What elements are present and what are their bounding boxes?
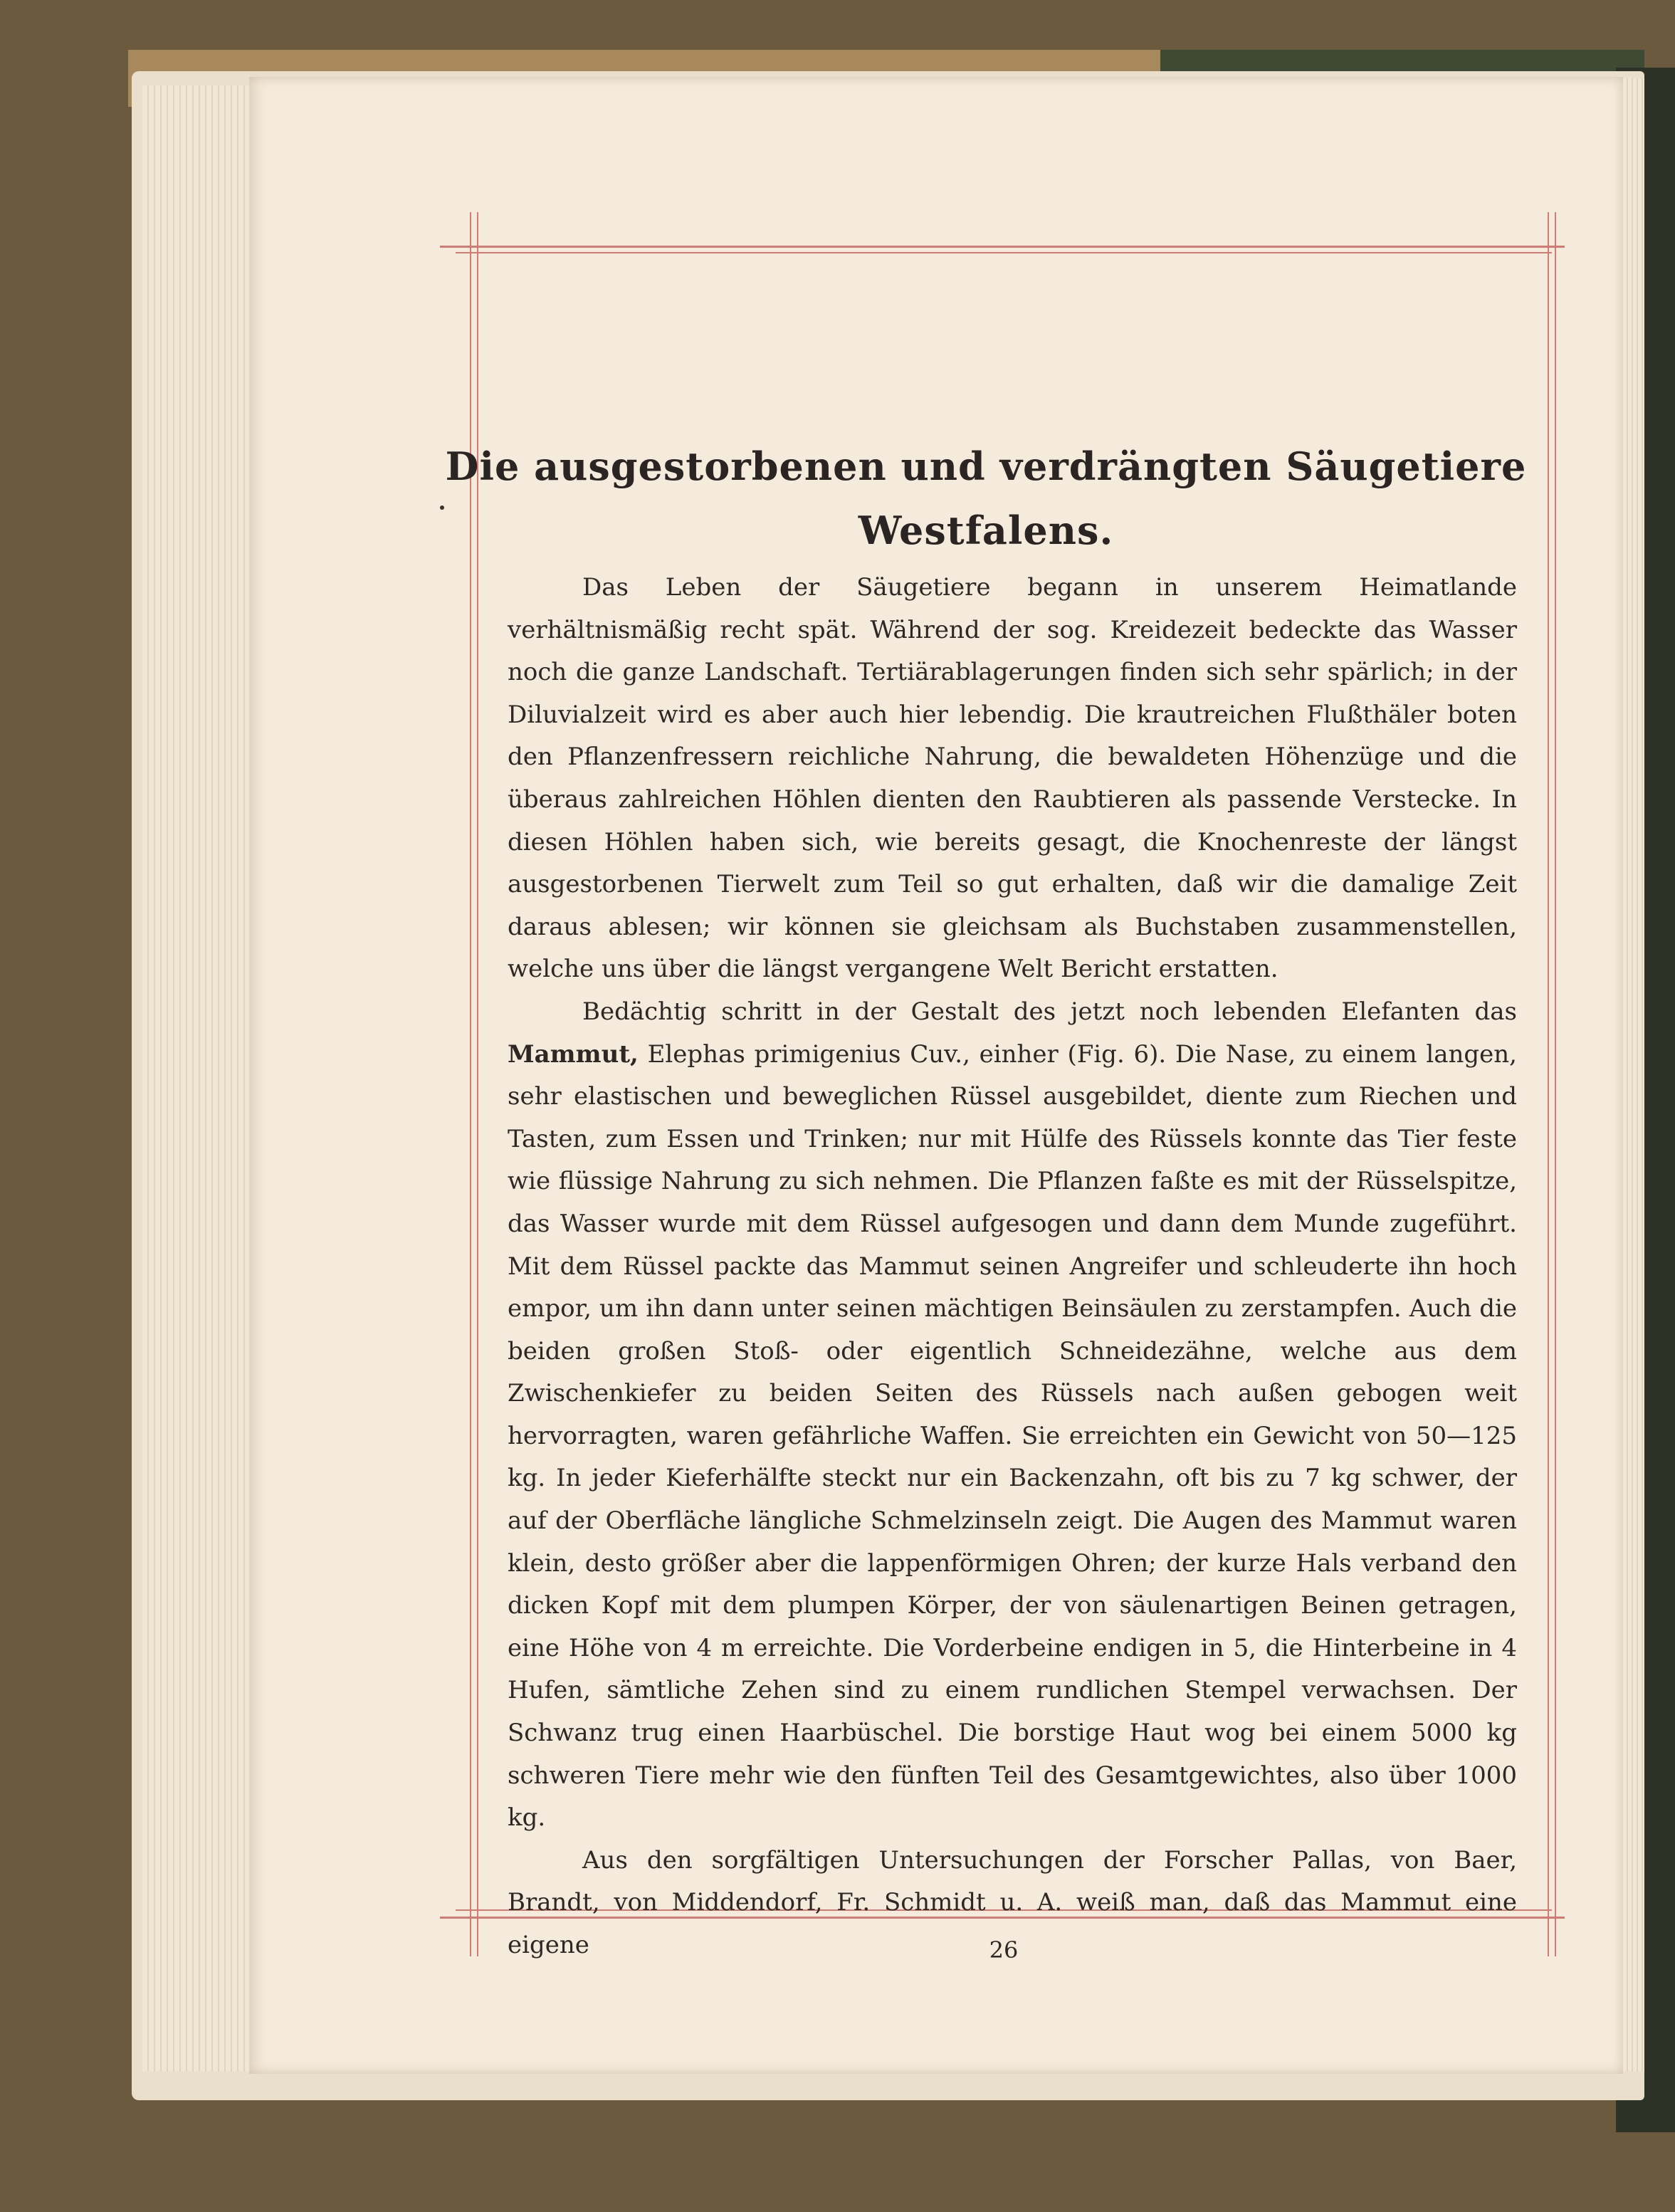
frame-right-rule — [1555, 212, 1556, 1956]
chapter-title-line2: Westfalens. — [858, 508, 1114, 553]
chapter-title-line1: Die ausgestorbenen und verdrängten Säugetiere — [445, 444, 1527, 489]
page-edges-left — [142, 85, 256, 2072]
mammut-bold: Mammut, — [508, 1039, 639, 1069]
paragraph-1: Das Leben der Säugetiere begann in unserem Heimatlande verhältnismäßig recht spät. Während der sog. Kreidezeit bedeckte das Wasser noch die ganze Landschaft. Tertiärablagerungen finden sich sehr spärlich; in der Diluvialzeit wird es aber auch hier lebendig. Die krautreichen Flußthäler boten den Pflanzenfressern reichliche Nahrung, die bewaldeten Höhenzüge und die überaus zahlreichen Höhlen dienten den Raubtieren als passende Verstecke. In diesen Höhlen haben sich, wie bereits gesagt, die Knochenreste der längst ausgestorbenen Tierwelt zum Teil so gut erhalten, daß wir die damalige Zeit daraus ablesen; wir können sie gleichsam als Buchstaben zusammenstellen, welche uns über die längst vergangene Welt Bericht erstatten. — [508, 573, 1517, 984]
paragraph-2-rest: Elephas primigenius Cuv., einher (Fig. 6). Die Nase, zu einem langen, sehr elastischen und beweglichen Rüssel ausgebildet, diente zum Riechen und Tasten, zum Essen und Trinken; nur mit Hülfe des Rüssels konnte das Tier feste wie flüssige Nahrung zu sich nehmen. Die Pflanzen faßte es mit der Rüsselspitze, das Wasser wurde mit dem Rüssel aufgesogen und dann dem Munde zugeführt. Mit dem Rüssel packte das Mammut seinen Angreifer und schleuderte ihn hoch empor, um ihn dann unter seinen mächtigen Beinsäulen zu zerstampfen. Auch die beiden großen Stoß- oder eigentlich Schneidezähne, welche aus dem Zwischenkiefer zu beiden Seiten des Rüssels nach außen gebogen weit hervorragten, waren gefährliche Waffen. Sie erreichten ein Gewicht von 50—125 kg. In jeder Kieferhälfte steckt nur ein Backenzahn, oft bis zu 7 kg schwer, der auf der Oberfläche längliche Schmelzinseln zeigt. Die Augen des Mammut waren klein, desto größer aber die lappenförmigen Ohren; der kurze Hals verband den dicken Kopf mit dem plumpen Körper, der von säulenartigen Beinen getragen, eine Höhe von 4 m erreichte. Die Vorderbeine endigen in 5, die Hinterbeine in 4 Hufen, sämtliche Zehen sind zu einem rundlichen Stempel verwachsen. Der Schwanz trug einen Haarbüschel. Die borstige Haut wog bei einem 5000 kg schweren Tiere mehr wie den fünften Teil des Gesamtgewichtes, also über 1000 kg. — [508, 1039, 1517, 1833]
paragraph-2 — [508, 991, 1517, 1840]
frame-top-rule — [440, 246, 1565, 248]
paragraph-3: Aus den sorgfältigen Untersuchungen der Forscher Pallas, von Baer, Brandt, von Middendorf, Fr. Schmidt u. A. weiß man, daß das Mammut eine eigene — [508, 1845, 1517, 1959]
page-number: 26 — [989, 1936, 1019, 1964]
frame-top-rule-inner — [456, 252, 1552, 253]
paragraph-2-start: Bedächtig schritt in der Gestalt des jetzt noch lebenden Elefanten das — [582, 997, 1517, 1026]
frame-right-rule-inner — [1548, 212, 1549, 1956]
body-text — [508, 567, 1517, 1967]
page-edges-right — [1623, 78, 1644, 2072]
